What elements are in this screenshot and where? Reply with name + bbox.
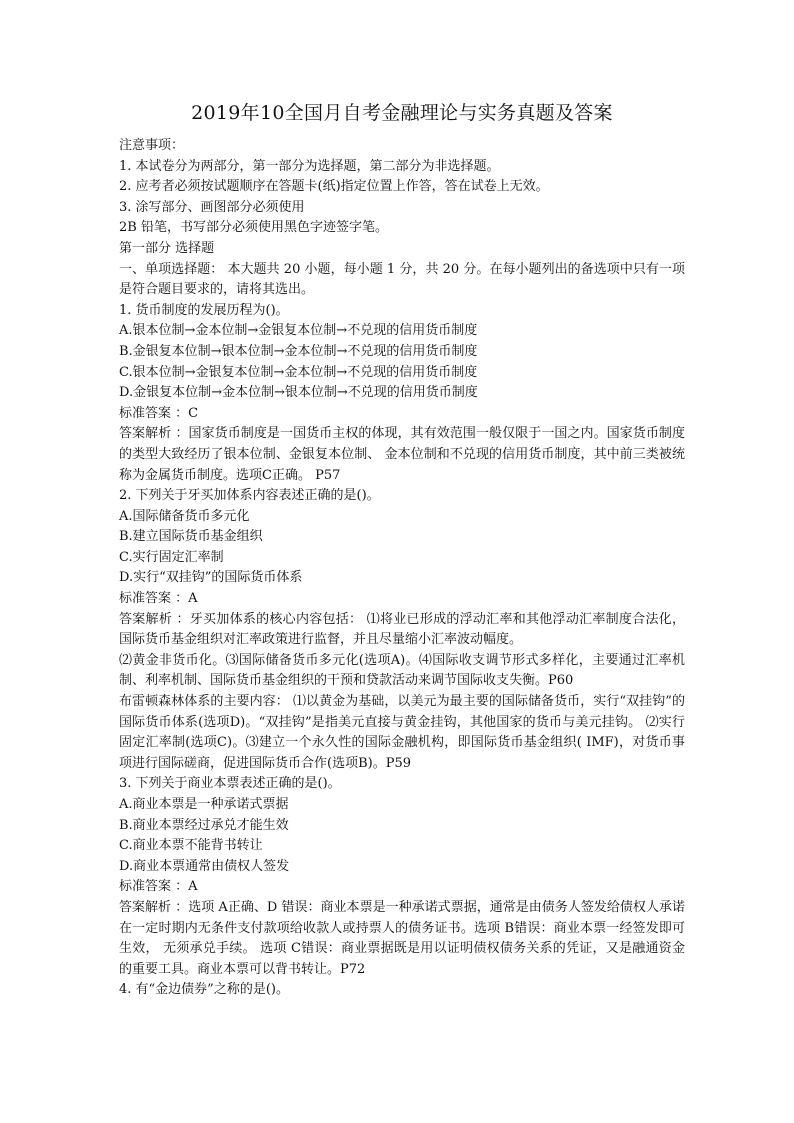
standard-answer: 标准答案 ：A (119, 879, 198, 895)
standard-answer: 标准答案 ：C (119, 405, 199, 421)
notice-item: 2B 铅笔，书写部分必须使用黑色字迹签字笔。 (119, 220, 388, 236)
answer-explanation: 布雷顿森林体系的主要内容： ⑴以黄金为基础，以美元为最主要的国际储备货币，实行“双挂钩”的国际货币体系(选项D)。“双挂钩”是指美元直接与黄金挂钩，其他国家的货币与美元挂钩。 ⑵实行固定汇率制(选项C)。⑶建立一个永久性的国际金融机构，即国际货币基金组织( IMF)，对货币事项进行国际磋商，促进国际货币合作(选项B)。P59 (119, 694, 685, 771)
notice-item: 3. 涂写部分、画图部分必须使用 (119, 199, 305, 215)
question-2 (119, 486, 685, 774)
part-heading: 第一部分 选择题 (119, 240, 215, 256)
question-4 (119, 980, 685, 1001)
option-a: A.商业本票是一种承诺式票据 (119, 797, 289, 812)
option-d: D.实行“双挂钩”的国际货币体系 (119, 570, 303, 586)
option-b: B.金银复本位制→银本位制→金本位制→不兑现的信用货币制度 (119, 343, 478, 359)
standard-answer: 标准答案 ：A (119, 591, 198, 607)
document-page (119, 100, 685, 1001)
answer-explanation: 答案解析 ：牙买加体系的核心内容包括： ⑴将业已形成的浮动汇率和其他浮动汇率制度合法化，国际货币基金组织对汇率政策进行监督，并且尽量缩小汇率波动幅度。 (119, 611, 685, 648)
option-c: C.商业本票不能背书转让 (119, 838, 263, 854)
option-d: D.金银复本位制→金本位制→银本位制→不兑现的信用货币制度 (119, 385, 478, 401)
option-b: B.商业本票经过承兑才能生效 (119, 817, 289, 833)
notice-section (119, 136, 685, 239)
option-d: D.商业本票通常由债权人签发 (119, 858, 290, 874)
option-b: B.建立国际货币基金组织 (119, 529, 263, 545)
answer-explanation: 答案解析 ：国家货币制度是一国货币主权的体现，其有效范围一般仅限于一国之内。国家货币制度的类型大致经历了银本位制、金银复本位制、 金本位制和不兑现的信用货币制度，其中前三类被统称为金属货币制度。选项C正确。 P57 (119, 426, 685, 483)
notice-heading: 注意事项： (119, 138, 185, 153)
option-c: C.实行固定汇率制 (119, 549, 224, 565)
answer-explanation: 答案解析 ：选项 A正确、D 错误：商业本票是一种承诺式票据，通常是由债务人签发给债权人承诺在一定时期内无条件支付款项给收款人或持票人的债务证书。选项 B错误：商业本票一经签发即可生效， 无须承兑手续。 选项 C错误：商业票据既是用以证明债权债务关系的凭证，又是融通资金的重要工具。商业本票可以背书转让。P72 (119, 899, 685, 977)
question-stem: 4. 有“金边债券”之称的是()。 (119, 982, 289, 998)
question-3 (119, 774, 685, 980)
section-instructions: 一、单项选择题： 本大题共 20 小题，每小题 1 分，共 20 分。在每小题列出的备选项中只有一项是符合题目要求的，请将其选出。 (119, 261, 685, 298)
notice-item: 2. 应考者必须按试题顺序在答题卡(纸)指定位置上作答，答在试卷上无效。 (119, 179, 549, 195)
answer-explanation: ⑵黄金非货币化。⑶国际储备货币多元化(选项A)。⑷国际收支调节形式多样化，主要通过汇率机制、利率机制、国际货币基金组织的干预和贷款活动来调节国际收支失衡。P60 (119, 652, 685, 689)
question-stem: 2. 下列关于牙买加体系内容表述正确的是()。 (119, 488, 380, 504)
option-a: A.国际储备货币多元化 (119, 508, 250, 524)
option-a: A.银本位制→金本位制→金银复本位制→不兑现的信用货币制度 (119, 323, 478, 339)
document-title: 2019年10全国月自考金融理论与实务真题及答案 (191, 102, 613, 124)
notice-item: 1. 本试卷分为两部分，第一部分为选择题，第二部分为非选择题。 (119, 158, 500, 174)
option-c: C.银本位制→金银复本位制→金本位制→不兑现的信用货币制度 (119, 364, 478, 380)
question-1 (119, 301, 685, 486)
question-stem: 3. 下列关于商业本票表述正确的是()。 (119, 776, 341, 792)
question-stem: 1. 货币制度的发展历程为()。 (119, 302, 289, 318)
